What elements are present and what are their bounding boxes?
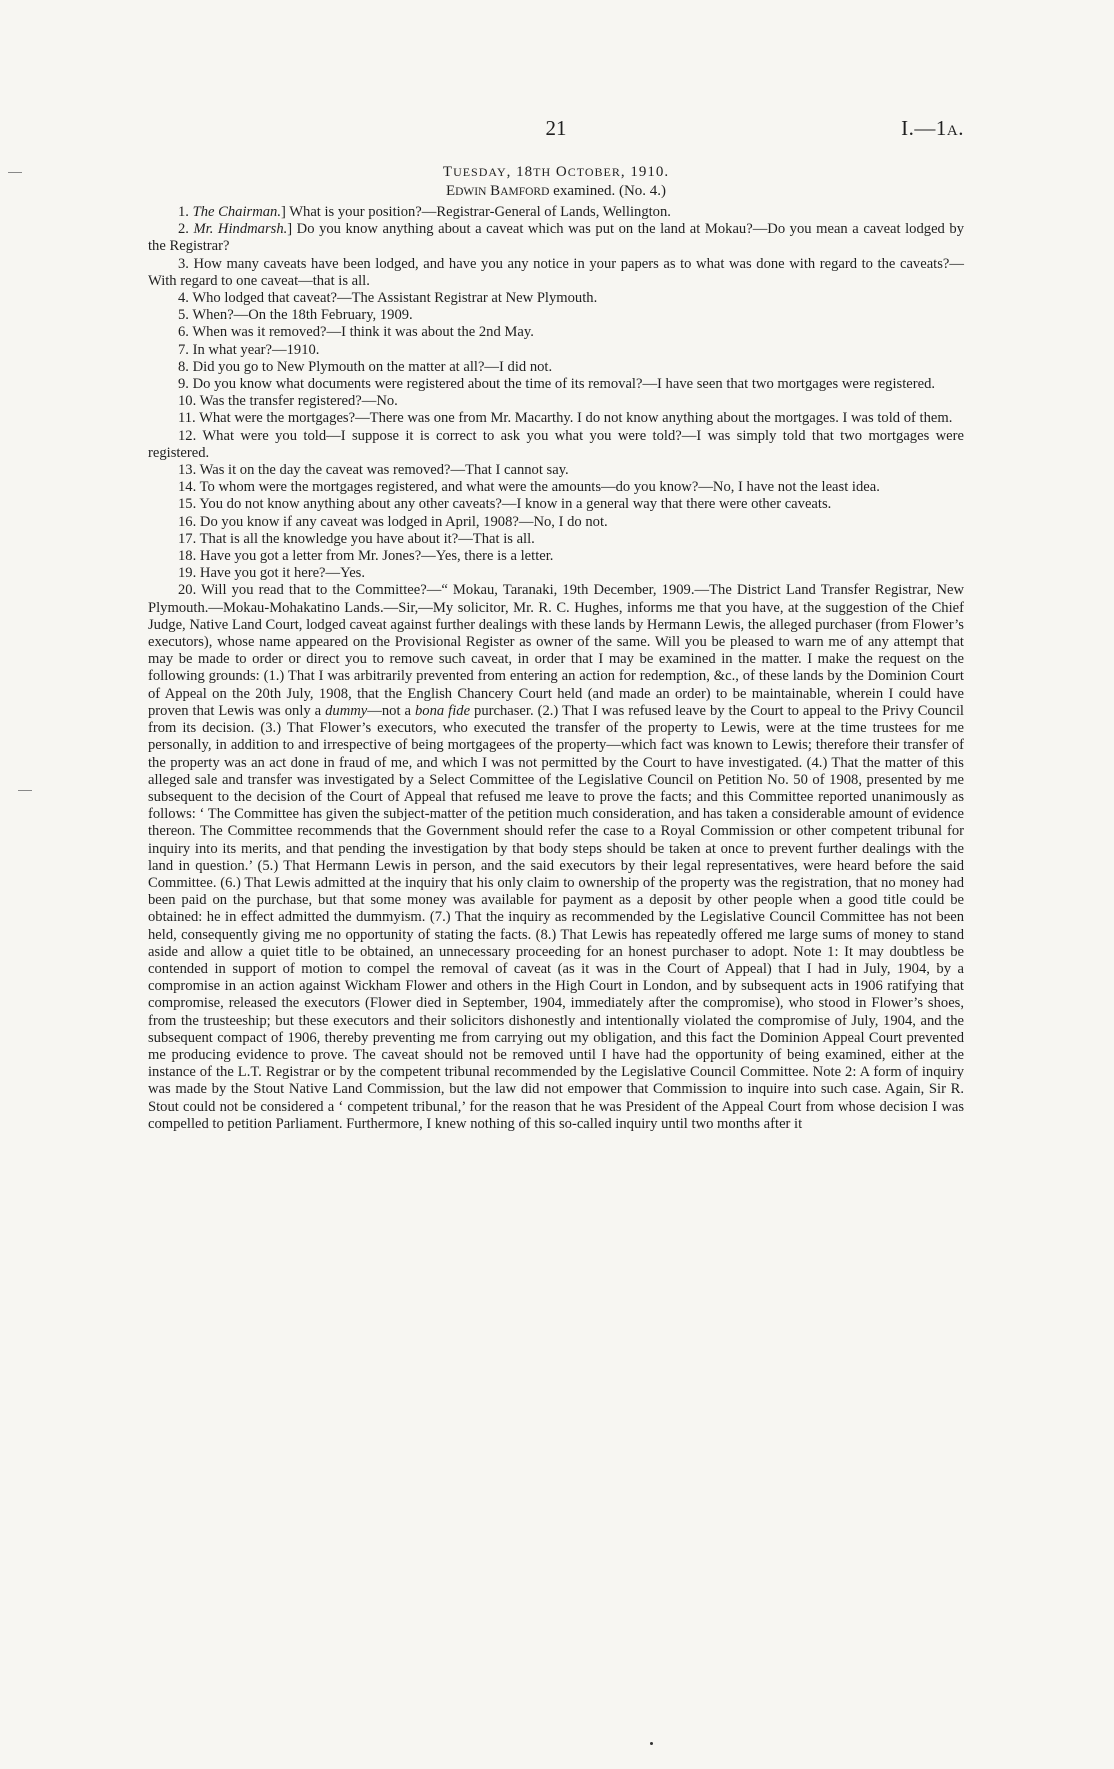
question-item <box>148 565 964 582</box>
question-text: Did you go to New Plymouth on the matter at all?—I did not. <box>192 358 553 375</box>
day-rest: UESDAY <box>453 165 507 179</box>
question-item <box>148 204 964 221</box>
question-number: 12. <box>178 427 197 444</box>
question-number: 3. <box>178 255 189 272</box>
question-text: Who lodged that caveat?—The Assistant Registrar at New Plymouth. <box>192 290 598 307</box>
question-text: What were you told—I suppose it is correct to ask you what you were told?—I was simply told that two mortgages were registered. <box>148 427 964 461</box>
witness-first-initial: E <box>445 183 456 199</box>
question-number: 17. <box>178 530 197 547</box>
question-item <box>148 221 964 255</box>
question-text: How many caveats have been lodged, and have you any notice in your papers as to what was done with regard to the caveats?—With regard to one caveat—that is all. <box>148 255 964 289</box>
question-text: Was it on the day the caveat was removed?—That I cannot say. <box>199 462 569 479</box>
question-item <box>148 342 964 359</box>
paper-reference <box>901 116 964 141</box>
question-number: 13. <box>178 462 197 479</box>
question-number: 5. <box>178 307 189 324</box>
question-number: 18. <box>178 548 197 565</box>
month-rest: CTOBER <box>567 165 621 179</box>
q20-part3: purchaser. (2.) That I was refused leave by the Court to appeal to the Privy Council from its decision. (3.) That Flower’s executors, who executed the transfer of the property to Lewis, were at the time trustees for me personally, in addition to and irrespective of being mortgagees of the property—which fact was known to Lewis; therefore their transfer of the property was an act done in fraud of me, and which I was not permitted by the Court to have investigated. (4.) That the matter of this alleged sale and transfer was investigated by a Select Committee of the Legislative Council on Petition No. 50 of 1908, presented by me subsequent to the decision of the Court of Appeal that refused me leave to prove the facts; and this Committee reported unanimously as follows: ‘ The Committee has given the subject-matter of the petition much consideration, and has taken a considerable amount of evidence thereon. The Committee recommends that the Government should refer the case to a Royal Commission or other competent tribunal for inquiry into its merits, and that pending the investigation by that body steps should be taken at once to prevent further dealings with the land in question.’ (5.) That Hermann Lewis in person, and the said executors by their legal representatives, were heard before the said Committee. (6.) That Lewis admitted at the inquiry that his only claim to ownership of the property was the registration, that no money had been paid on the purchase, but that some money was available for payment as a deposit by other people when a good title could be obtained: he in effect admitted the dummyism. (7.) That the inquiry as recommended by the Legislative Council Committee has not been held, consequently giving me no opportunity of stating the facts. (8.) That Lewis has repeatedly offered me large sums of money to stand aside and allow a quiet title to be obtained, an unnecessary proceeding for an honest purchaser to adopt. Note 1: It may doubtless be contended in support of motion to compel the removal of caveat (as it was in the Court of Appeal) that I had in July, 1904, by a compromise in an action against Wickham Flower and others in the High Court in London, and by subsequent acts in 1906 ratifying that compromise, released the executors (Flower died in September, 1904, immediately after the compromise), who stood in Flower’s shoes, from the trusteeship; but these executors and their solicitors dishonestly and intentionally violated the compromise of July, 1904, and the subsequent compact of 1906, thereby preventing me from carrying out my obligation, and this fact the Dominion Appeal Court prevented me producing evidence to prove. The caveat should not be removed until I have had the opportunity of being examined, either at the instance of the L.T. Registrar or by the competent tribunal recommended by the Legislative Council Committee. Note 2: A form of inquiry was made by the Stout Native Land Commission, but the law did not empower that Commission to inquire into such case. Again, Sir R. Stout could not be considered a ‘ competent tribunal,’ for the reason that he was President of the Appeal Court from whose decision I was compelled to petition Parliament. Furthermore, I knew nothing of this so-called inquiry until two months after it <box>148 702 964 1132</box>
question-text: That is all the knowledge you have about it?—That is all. <box>199 530 535 547</box>
question-item <box>148 376 964 393</box>
question-item <box>148 479 964 496</box>
speaker-name: Mr. Hindmarsh. <box>193 221 288 238</box>
question-text: When?—On the 18th February, 1909. <box>192 307 413 324</box>
question-number: 20. <box>178 582 197 599</box>
question-item <box>148 531 964 548</box>
question-text: ] What is your position?—Registrar-General of Lands, Wellington. <box>281 204 671 220</box>
date-num: 18 <box>516 164 534 180</box>
question-item <box>148 548 964 565</box>
question-item <box>148 256 964 290</box>
session-year: , 1910. <box>620 164 670 180</box>
question-number: 1. <box>178 204 189 220</box>
page-number: 21 <box>545 116 567 140</box>
margin-mark <box>8 172 22 173</box>
question-number: 11. <box>178 410 196 427</box>
question-text: In what year?—1910. <box>192 341 320 358</box>
paper-ref-minor: A <box>946 123 959 139</box>
question-number: 8. <box>178 358 189 375</box>
question-text: Was the transfer registered?—No. <box>199 393 398 410</box>
q20-italic1: dummy <box>325 702 368 719</box>
question-text: Do you know what documents were registered about the time of its removal?—I have seen that two mortgages were registered. <box>192 376 936 393</box>
question-text: To whom were the mortgages registered, and what were the amounts—do you know?—No, I have not the least idea. <box>199 479 880 496</box>
witness-last-rest: AMFORD <box>500 186 550 198</box>
question-number: 19. <box>178 565 197 582</box>
question-text: What were the mortgages?—There was one from Mr. Macarthy. I do not know anything about the mortgages. I was told of them. <box>199 410 953 427</box>
question-text: You do not know anything about any other caveats?—I know in a general way that there were other caveats. <box>199 496 832 513</box>
paper-ref-dot: . <box>958 116 964 140</box>
question-item <box>148 514 964 531</box>
q20-part2: —not a <box>367 702 415 719</box>
question-number: 10. <box>178 393 197 410</box>
month-initial: O <box>555 164 568 180</box>
question-number: 14. <box>178 479 197 496</box>
question-text: ] Do you know anything about a caveat which was put on the land at Mokau?—Do you mean a caveat lodged by the Registrar? <box>148 221 964 255</box>
question-item <box>148 324 964 341</box>
question-number: 2. <box>178 221 189 238</box>
question-item <box>148 410 964 427</box>
margin-mark <box>18 790 32 791</box>
question-number: 16. <box>178 513 197 530</box>
question-text: Have you got it here?—Yes. <box>199 565 366 582</box>
question-item <box>148 290 964 307</box>
witness-status: examined. (No. 4.) <box>549 183 667 199</box>
speaker-name: The Chairman. <box>192 204 281 220</box>
question-item <box>148 496 964 513</box>
question-list <box>148 204 964 582</box>
question-item <box>148 307 964 324</box>
question-item <box>148 462 964 479</box>
q20-italic2: bona fide <box>414 702 471 719</box>
q20-part1: Will you read that to the Committee?—“ Mokau, Taranaki, 19th December, 1909.—The District Land Transfer Registrar, New Plymouth.—Mokau-Mohakatino Lands.—Sir,—My solicitor, Mr. R. C. Hughes, informs me that you have, at the suggestion of the Chief Judge, Native Land Court, lodged caveat against further dealings with these lands by Hermann Lewis, the alleged purchaser (from Flower’s executors), whose name appeared on the Provisional Register as owner of the same. Will you be pleased to warn me of any attempt that may be made to order or direct you to remove such caveat, in order that I may be examined in the matter. I make the request on the following grounds: (1.) That I was arbitrarily prevented from entering an action for redemption, &c., of these lands by the Dominion Court of Appeal on the 20th July, 1908, that the English Chancery Court held (and made an order) to be maintainable, wherein I could have proven that Lewis was only a <box>148 582 965 719</box>
page-mark <box>650 1742 653 1745</box>
document-page <box>148 116 964 1133</box>
question-item <box>148 359 964 376</box>
question-20 <box>148 582 964 1133</box>
session-date: TUESDAY, 18TH OCTOBER, 1910. <box>442 164 670 180</box>
question-number: 7. <box>178 341 189 358</box>
paper-ref-major: I.—1 <box>901 116 947 140</box>
witness-heading <box>148 183 964 200</box>
question-number: 9. <box>178 376 189 393</box>
witness-last-initial: B <box>490 183 501 199</box>
date-suffix: TH <box>533 165 552 179</box>
question-text: Have you got a letter from Mr. Jones?—Yes, there is a letter. <box>199 548 554 565</box>
question-text: Do you know if any caveat was lodged in April, 1908?—No, I do not. <box>199 513 608 530</box>
question-item <box>148 428 964 462</box>
question-number: 4. <box>178 290 189 307</box>
question-item <box>148 393 964 410</box>
question-text: When was it removed?—I think it was about the 2nd May. <box>192 324 534 341</box>
running-head <box>148 116 964 150</box>
witness-first-rest: DWIN <box>455 186 487 198</box>
question-number: 15. <box>178 496 197 513</box>
question-number: 6. <box>178 324 189 341</box>
day-initial: T <box>442 164 454 180</box>
